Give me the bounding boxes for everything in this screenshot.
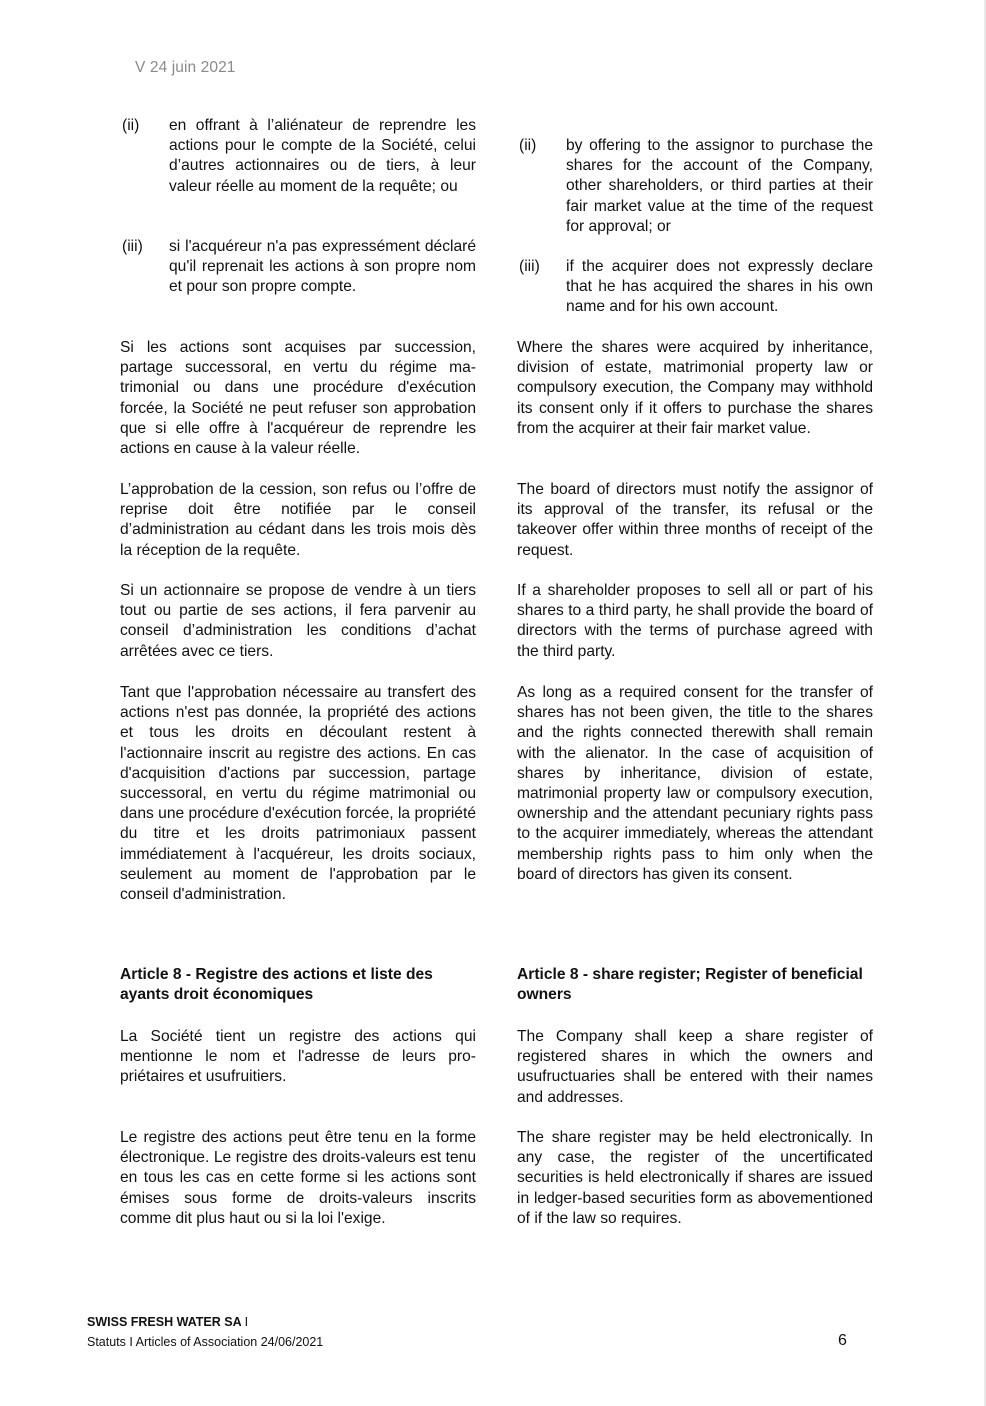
list-marker: (ii) [122,117,140,134]
en-list-item-iii [517,257,873,318]
en-article-8-heading: Article 8 - share register; Register of beneficial owners [517,966,863,1004]
list-item-text: if the acquirer does not expressly declare that he has acquired the shares in his own name and for his own account. [566,258,873,316]
fr-list-item-ii [120,116,476,197]
en-paragraph-ownership: As long as a required consent for the transfer of shares has not been given, the title to the shares and the rights connected therewith shall remain with the alienator. In the case of acquisition of shares by inheritance, division of estate, matrimonial property law or compulsory execution, ownership and the attendant pecuniary rights pass to the acquirer immediately, whereas the attendant membership rights pass to him only when the board of directors has given its consent. [517,684,873,883]
en-paragraph-succession: Where the shares were acquired by inheritance, division of estate, matrimonial property law or compulsory execution, the Company may withhold its consent only if it offers to purchase the shares from the acquirer at their fair market value. [517,339,873,437]
list-item-text: si l'acquéreur n'a pas expressément déclaré qu'il reprenait les actions à son propre nom et pour son propre compte. [169,238,476,296]
en-list-item-ii [517,136,873,237]
list-marker: (iii) [519,258,540,275]
footer-document-title: Statuts I Articles of Association 24/06/2021 [87,1335,324,1349]
list-item-text: en offrant à l’aliénateur de reprendre les actions pour le compte de la Société, celui d’autres actionnaires ou de tiers, à leur valeur réelle au moment de la requête; ou [169,117,476,195]
footer-separator: I [244,1315,249,1329]
fr-paragraph-share-register: La Société tient un registre des actions qui mentionne le nom et l'adresse de leurs propriétaires et usufruitiers. [120,1028,476,1086]
footer-company [87,1315,248,1329]
en-paragraph-approval-notice: The board of directors must notify the assignor of its approval of the transfer, its refusal or the takeover offer within three months of receipt of the request. [517,481,873,559]
document-version: V 24 juin 2021 [135,59,236,76]
fr-paragraph-approval-notice: L’approbation de la cession, son refus ou l’offre de reprise doit être notifiée par le conseil d’administration au cédant dans les trois mois dès la réception de la requête. [120,481,476,559]
fr-paragraph-ownership: Tant que l'approbation nécessaire au transfert des actions n'est pas donnée, la propriété des actions et tous les droits en découlant restent à l'actionnaire inscrit au registre des actions. En cas d'acquisition d'actions par succession, partage successoral, en vertu du régime matrimonial ou dans une procédure d'exécution forcée, la propriété du titre et les droits patrimoniaux passent immédiatement à l'acquéreur, les droits sociaux, seulement au moment de l'approbation par le conseil d'administration. [120,684,476,904]
list-marker: (iii) [122,238,143,255]
company-name: SWISS FRESH WATER SA [87,1315,242,1329]
page-number: 6 [838,1332,847,1349]
fr-paragraph-electronic-register: Le registre des actions peut être tenu en la forme électronique. Le registre des droits-valeurs est tenu en tous les cas en cette forme si les actions sont émises sous forme de droits-valeurs inscrits comme dit plus haut ou si la loi l'exige. [120,1129,476,1227]
en-paragraph-sale-terms: If a shareholder proposes to sell all or part of his shares to a third party, he shall provide the board of directors with the terms of purchase agreed with the third party. [517,582,873,660]
fr-paragraph-succession: Si les actions sont acquises par succession, partage successoral, en vertu du régime matrimonial ou dans une procédure d'exécution forcée, la Société ne peut refuser son approbation que si elle offre à l'acquéreur de reprendre les actions en cause à la valeur réelle. [120,339,476,458]
list-marker: (ii) [519,137,537,154]
en-paragraph-electronic-register: The share register may be held electronically. In any case, the register of the uncertificated securities is held electronically if shares are issued in ledger-based securities form as abovementioned of if the law so requires. [517,1129,873,1227]
fr-list-item-iii [120,237,476,298]
en-paragraph-share-register: The Company shall keep a share register of registered shares in which the owners and usufructuaries shall be entered with their names and addresses. [517,1028,873,1106]
fr-paragraph-sale-conditions: Si un actionnaire se propose de vendre à un tiers tout ou partie de ses actions, il fera parvenir au conseil d’administration les conditions d’achat arrêtées avec ce tiers. [120,582,476,660]
list-item-text: by offering to the assignor to purchase the shares for the account of the Company, other shareholders, or third parties at their fair market value at the time of the request for approval; or [566,137,873,235]
fr-article-8-heading: Article 8 - Registre des actions et liste des ayants droit économiques [120,966,433,1004]
